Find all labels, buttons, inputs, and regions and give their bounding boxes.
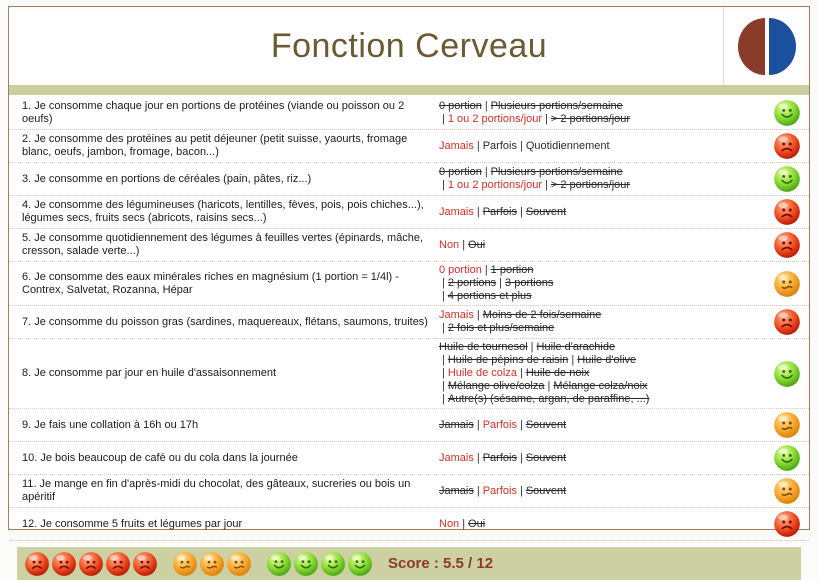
answer-separator: | [571, 354, 575, 366]
answer-separator: | [442, 179, 445, 191]
question-row [9, 339, 809, 409]
answer-separator: | [484, 166, 488, 178]
question-row [9, 229, 809, 262]
answer-option[interactable]: Souvent [525, 451, 567, 464]
answer-separator: | [442, 393, 445, 405]
answer-separator: | [547, 380, 551, 392]
answer-option[interactable]: 0 portion [439, 166, 482, 178]
question-text: 3. Je consomme en portions de céréales (pain, pâtes, riz...) [22, 172, 312, 185]
answer-line [439, 380, 765, 393]
answer-line [439, 393, 765, 406]
answer-separator: | [545, 179, 548, 191]
answer-line [439, 140, 765, 153]
answer-option[interactable]: Souvent [525, 418, 567, 431]
orange-smiley-icon [765, 411, 809, 439]
answer-separator: | [484, 100, 488, 112]
answer-line [439, 206, 765, 219]
red-smiley-icon [765, 308, 809, 336]
answer-options [439, 419, 765, 432]
answer-line [439, 179, 765, 192]
green-smiley-icon [320, 551, 346, 577]
logo-right-half-icon [769, 18, 796, 75]
page-title: Fonction Cerveau [270, 27, 548, 65]
answer-separator: | [499, 277, 503, 289]
question-text: 6. Je consomme des eaux minérales riches en magnésium (1 portion = 1/4l) - Contrex, Salvetat, Rozanna, Hépar [22, 270, 399, 296]
answer-options [439, 140, 765, 153]
answer-option[interactable]: 1 ou 2 portions/jour [447, 113, 543, 125]
answer-option[interactable]: 3 portions [505, 277, 554, 289]
answer-options [439, 485, 765, 498]
answer-separator: | [476, 451, 480, 464]
questionnaire-panel [8, 6, 810, 572]
answer-option[interactable]: Oui [468, 517, 486, 530]
answer-separator: | [545, 113, 548, 125]
answer-option[interactable]: Jamais [439, 418, 474, 431]
green-smiley-icon [293, 551, 319, 577]
answer-option[interactable]: Jamais [439, 205, 474, 218]
answer-line [439, 518, 765, 531]
answer-option[interactable]: Parfois [482, 139, 517, 152]
orange-smiley-icon [199, 551, 225, 577]
logo-left-half-icon [738, 18, 765, 75]
answer-option[interactable]: 2 fois et plus/semaine [447, 322, 555, 334]
answer-option[interactable]: 0 portion [439, 264, 482, 276]
answer-option[interactable]: Autre(s) (sésame, argan, de paraffine, ...) [447, 393, 650, 405]
answer-separator: | [519, 484, 523, 497]
answer-option[interactable]: Huile d'arachide [536, 341, 616, 353]
question-text: 12. Je consomme 5 fruits et légumes par jour [22, 517, 243, 530]
answer-separator: | [442, 113, 445, 125]
answer-option[interactable]: Parfois [482, 205, 517, 218]
answer-option[interactable]: Parfois [482, 484, 517, 497]
answer-separator: | [530, 341, 534, 353]
header [9, 7, 809, 85]
orange-smiley-icon [765, 270, 809, 298]
question-row [9, 130, 809, 163]
answer-option[interactable]: > 2 portions/jour [550, 113, 631, 125]
answer-options [439, 206, 765, 219]
question-text: 2. Je consomme des protéines au petit déjeuner (petit suisse, yaourts, fromage blanc, oeufs, jambon, fromage, bacon...) [22, 133, 408, 158]
answer-line [439, 290, 765, 303]
answer-separator: | [442, 367, 445, 379]
answer-option[interactable]: Jamais [439, 309, 474, 321]
answer-option[interactable]: > 2 portions/jour [550, 179, 631, 191]
answer-option[interactable]: Jamais [439, 484, 474, 497]
answer-option[interactable]: Mélange olive/colza [447, 380, 545, 392]
answer-option[interactable]: Non [439, 517, 460, 530]
answer-option[interactable]: 4 portions et plus [447, 290, 532, 302]
green-smiley-icon [765, 360, 809, 388]
answer-options [439, 341, 765, 406]
question-row [9, 442, 809, 475]
answer-option[interactable]: 1 portion [490, 264, 534, 276]
answer-option[interactable]: Quotidiennement [525, 139, 610, 152]
answer-separator: | [484, 264, 488, 276]
red-smiley-icon [765, 198, 809, 226]
answer-options [439, 452, 765, 465]
answer-option[interactable]: Huile de colza [447, 367, 517, 379]
question-text: 11. Je mange en fin d'après-midi du chocolat, des gâteaux, sucreries ou bois un apéritif [22, 478, 411, 503]
answer-line [439, 341, 765, 354]
red-smiley-icon [765, 231, 809, 259]
red-smiley-icon [765, 510, 809, 538]
score-smileys-row [24, 551, 374, 577]
red-smiley-icon [51, 551, 77, 577]
answer-separator: | [442, 290, 445, 302]
orange-smiley-icon [172, 551, 198, 577]
red-smiley-icon [78, 551, 104, 577]
red-smiley-icon [105, 551, 131, 577]
answer-line [439, 277, 765, 290]
question-text: 8. Je consomme par jour en huile d'assaisonnement [22, 367, 277, 379]
answer-separator: | [442, 380, 445, 392]
answer-options [439, 518, 765, 531]
answer-option[interactable]: Parfois [482, 418, 517, 431]
answer-option[interactable]: 1 ou 2 portions/jour [447, 179, 543, 191]
answer-option[interactable]: Jamais [439, 451, 474, 464]
answer-options [439, 100, 765, 126]
question-row [9, 262, 809, 306]
answer-line [439, 419, 765, 432]
question-text: 7. Je consomme du poisson gras (sardines, maquereaux, flétans, saumons, truites) [22, 315, 428, 328]
answer-line [439, 113, 765, 126]
answer-separator: | [442, 277, 445, 289]
green-smiley-icon [266, 551, 292, 577]
answer-option[interactable]: 2 portions [447, 277, 497, 289]
question-row [9, 163, 809, 196]
answer-option[interactable]: Huile de noix [525, 367, 590, 379]
answer-option[interactable]: Huile de tournesol [439, 341, 528, 353]
score-label: Score : 5.5 / 12 [388, 555, 494, 572]
answer-option[interactable]: Oui [468, 238, 486, 251]
question-text: 5. Je consomme quotidiennement des légumes à feuilles vertes (épinards, mâche, cresson, salade verte...) [22, 232, 424, 257]
red-smiley-icon [24, 551, 50, 577]
answer-line [439, 166, 765, 179]
answer-separator: | [519, 205, 523, 218]
answer-option[interactable]: Souvent [525, 205, 567, 218]
answer-separator: | [476, 139, 480, 152]
answer-separator: | [442, 322, 445, 334]
answer-option[interactable]: Plusieurs portions/semaine [490, 166, 623, 178]
answer-separator: | [476, 484, 480, 497]
question-row [9, 409, 809, 442]
green-smiley-icon [765, 99, 809, 127]
question-row [9, 196, 809, 229]
answer-separator: | [462, 238, 466, 251]
question-text: 4. Je consomme des légumineuses (haricots, lentilles, fèves, pois, pois chiches...), légumes secs, fruits secs (abricots, raisins secs...) [22, 199, 424, 224]
answer-option[interactable]: Souvent [525, 484, 567, 497]
answer-option[interactable]: 0 portion [439, 100, 482, 112]
answer-line [439, 354, 765, 367]
answer-line [439, 452, 765, 465]
question-row [9, 508, 809, 541]
question-row [9, 306, 809, 339]
answer-line [439, 309, 765, 322]
answer-separator: | [519, 451, 523, 464]
green-smiley-icon [347, 551, 373, 577]
answer-option[interactable]: Mélange colza/noix [553, 380, 648, 392]
questions-list [9, 95, 809, 541]
answer-option[interactable]: Parfois [482, 451, 517, 464]
orange-smiley-icon [226, 551, 252, 577]
question-text: 9. Je fais une collation à 16h ou 17h [22, 418, 199, 431]
answer-option[interactable]: Moins de 2 fois/semaine [482, 309, 602, 321]
answer-options [439, 309, 765, 335]
green-smiley-icon [765, 444, 809, 472]
answer-separator: | [476, 418, 480, 431]
question-row [9, 97, 809, 130]
answer-option[interactable]: Plusieurs portions/semaine [490, 100, 623, 112]
answer-options [439, 166, 765, 192]
answer-line [439, 100, 765, 113]
logo [723, 7, 809, 85]
question-text: 1. Je consomme chaque jour en portions de protéines (viande ou poisson ou 2 oeufs) [22, 100, 405, 125]
answer-separator: | [462, 517, 466, 530]
question-row [9, 475, 809, 508]
score-bar [17, 547, 801, 580]
answer-options [439, 264, 765, 303]
answer-separator: | [476, 309, 480, 321]
answer-line [439, 485, 765, 498]
answer-option[interactable]: Non [439, 238, 460, 251]
answer-option[interactable]: Huile d'olive [577, 354, 637, 366]
answer-line [439, 322, 765, 335]
answer-option[interactable]: Huile de pépins de raisin [447, 354, 569, 366]
red-smiley-icon [132, 551, 158, 577]
answer-line [439, 239, 765, 252]
orange-smiley-icon [765, 477, 809, 505]
answer-line [439, 264, 765, 277]
header-divider-bar [9, 85, 809, 95]
question-text: 10. Je bois beaucoup de café ou du cola dans la journée [22, 451, 298, 464]
answer-separator: | [476, 205, 480, 218]
answer-line [439, 367, 765, 380]
answer-option[interactable]: Jamais [439, 139, 474, 152]
answer-separator: | [519, 139, 523, 152]
green-smiley-icon [765, 165, 809, 193]
red-smiley-icon [765, 132, 809, 160]
answer-options [439, 239, 765, 252]
answer-separator: | [519, 418, 523, 431]
answer-separator: | [519, 367, 523, 379]
answer-separator: | [442, 354, 445, 366]
